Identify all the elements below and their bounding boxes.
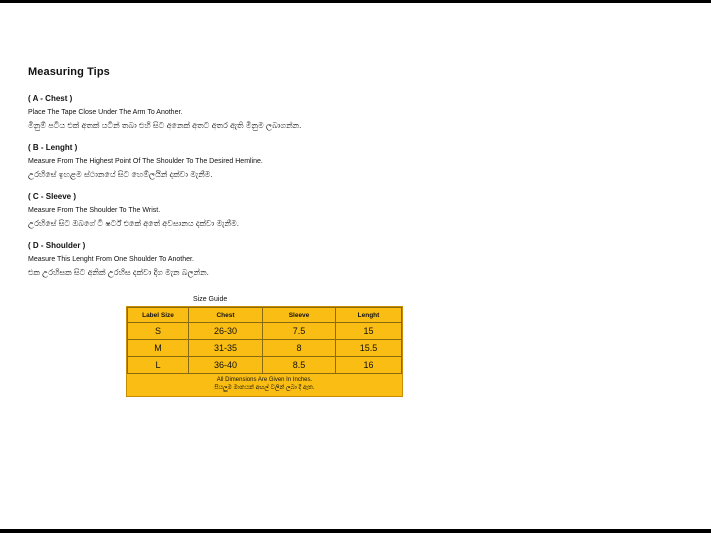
section-text-sinhala: උරහිසේ සිට ඔබගේ ටී ෂර්ට් එකේ අතේ අවසානය දක්වා මැනීම. [28, 219, 239, 228]
cell-size: M [128, 340, 189, 357]
size-guide-label: Size Guide [193, 296, 228, 303]
cell-chest: 36-40 [189, 357, 263, 374]
cell-length: 16 [336, 357, 402, 374]
section-text-english: Measure From The Highest Point Of The Shoulder To The Desired Hemline. [28, 158, 263, 165]
section-heading: ( D - Shoulder ) [28, 241, 86, 250]
bottom-border [0, 529, 711, 533]
cell-length: 15.5 [336, 340, 402, 357]
section-length [28, 143, 688, 180]
footer-note-english: All Dimensions Are Given In Inches. [216, 377, 313, 383]
section-text-sinhala: එක උරහිසක සිට අනික් උරහිස දක්වා දිග මැන බලන්න. [28, 268, 209, 277]
header-label-size: Label Size [128, 308, 189, 323]
table-row [128, 323, 402, 340]
cell-sleeve: 7.5 [263, 323, 336, 340]
section-heading: ( C - Sleeve ) [28, 192, 77, 201]
size-guide-table [126, 306, 403, 397]
table-row [128, 357, 402, 374]
footer-note-sinhala: සියලුම මානයන් අඟල් වලින් ලබා දී ඇත. [214, 385, 315, 391]
cell-size: S [128, 323, 189, 340]
top-border [0, 0, 711, 3]
cell-size: L [128, 357, 189, 374]
section-text-sinhala: මිනුම් පටිය එක් අතක් යටින් තබා එහි සිට අනෙක් අතට අතර ඇති මිනුම ලබාගන්න. [28, 121, 302, 130]
header-chest: Chest [189, 308, 263, 323]
section-text-english: Measure From The Shoulder To The Wrist. [28, 207, 161, 214]
header-sleeve: Sleeve [263, 308, 336, 323]
size-guide-footer [127, 374, 402, 396]
section-sleeve [28, 192, 688, 229]
section-text-english: Place The Tape Close Under The Arm To Another. [28, 109, 183, 116]
section-shoulder [28, 241, 688, 278]
cell-sleeve: 8.5 [263, 357, 336, 374]
cell-sleeve: 8 [263, 340, 336, 357]
cell-length: 15 [336, 323, 402, 340]
section-text-sinhala: උරහිසේ ඉහළම ස්ථානයේ සිට හෙම්ලයින් දක්වා මැනීම. [28, 170, 213, 179]
section-text-english: Measure This Lenght From One Shoulder To Another. [28, 256, 194, 263]
section-heading: ( A - Chest ) [28, 94, 73, 103]
section-heading: ( B - Lenght ) [28, 143, 78, 152]
measuring-tips [28, 66, 688, 290]
table-header-row [128, 308, 402, 323]
cell-chest: 31-35 [189, 340, 263, 357]
table-row [128, 340, 402, 357]
section-chest [28, 94, 688, 131]
header-length: Lenght [336, 308, 402, 323]
cell-chest: 26-30 [189, 323, 263, 340]
page-title: Measuring Tips [28, 66, 110, 78]
